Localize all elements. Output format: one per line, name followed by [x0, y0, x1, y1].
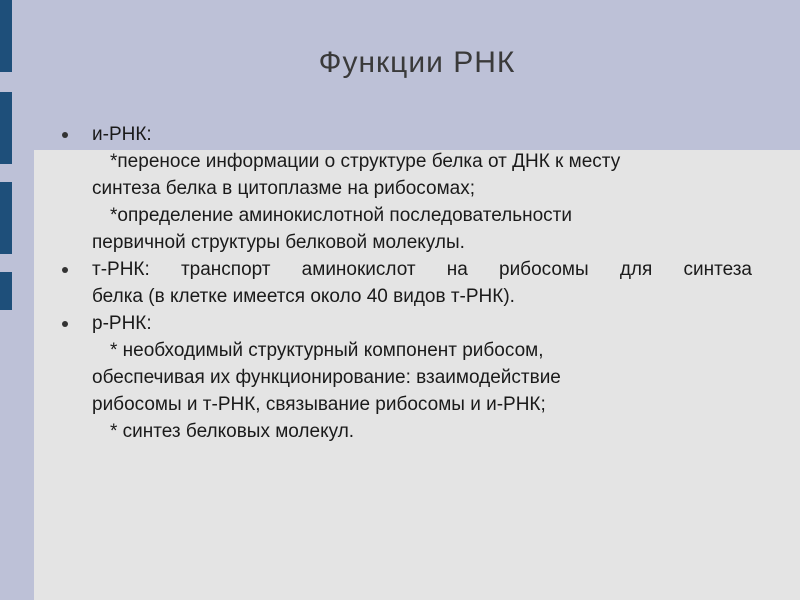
slide-title: Функции РНК [318, 46, 516, 79]
bullet-item-rrna [62, 310, 752, 445]
accent-bar [0, 272, 12, 310]
accent-bar [0, 182, 12, 254]
item-line: т-РНК: транспорт аминокислот на рибосомы для синтеза [92, 259, 752, 280]
item-line: * синтез белковых молекул. [110, 421, 355, 442]
item-line: обеспечивая их функционирование: взаимодействие [92, 367, 561, 388]
item-line: * необходимый структурный компонент рибосом, [110, 340, 544, 361]
accent-bar [0, 0, 12, 72]
bullet-item-mrna [62, 121, 752, 256]
bullet-icon [62, 267, 68, 273]
bullet-item-trna [62, 256, 752, 310]
item-line: первичной структуры белковой молекулы. [92, 232, 465, 253]
bullet-icon [62, 132, 68, 138]
item-line: белка (в клетке имеется около 40 видов т-РНК). [92, 286, 515, 307]
item-line: *определение аминокислотной последовательности [110, 205, 572, 226]
accent-bar [0, 92, 12, 164]
item-line: рибосомы и т-РНК, связывание рибосомы и и-РНК; [92, 394, 546, 415]
item-heading: и-РНК: [92, 124, 152, 145]
item-heading: р-РНК: [92, 313, 152, 334]
bullet-icon [62, 321, 68, 327]
item-line: синтеза белка в цитоплазме на рибосомах; [92, 178, 475, 199]
item-line: *переносе информации о структуре белка от ДНК к месту [110, 151, 621, 172]
bullet-list [62, 121, 752, 445]
